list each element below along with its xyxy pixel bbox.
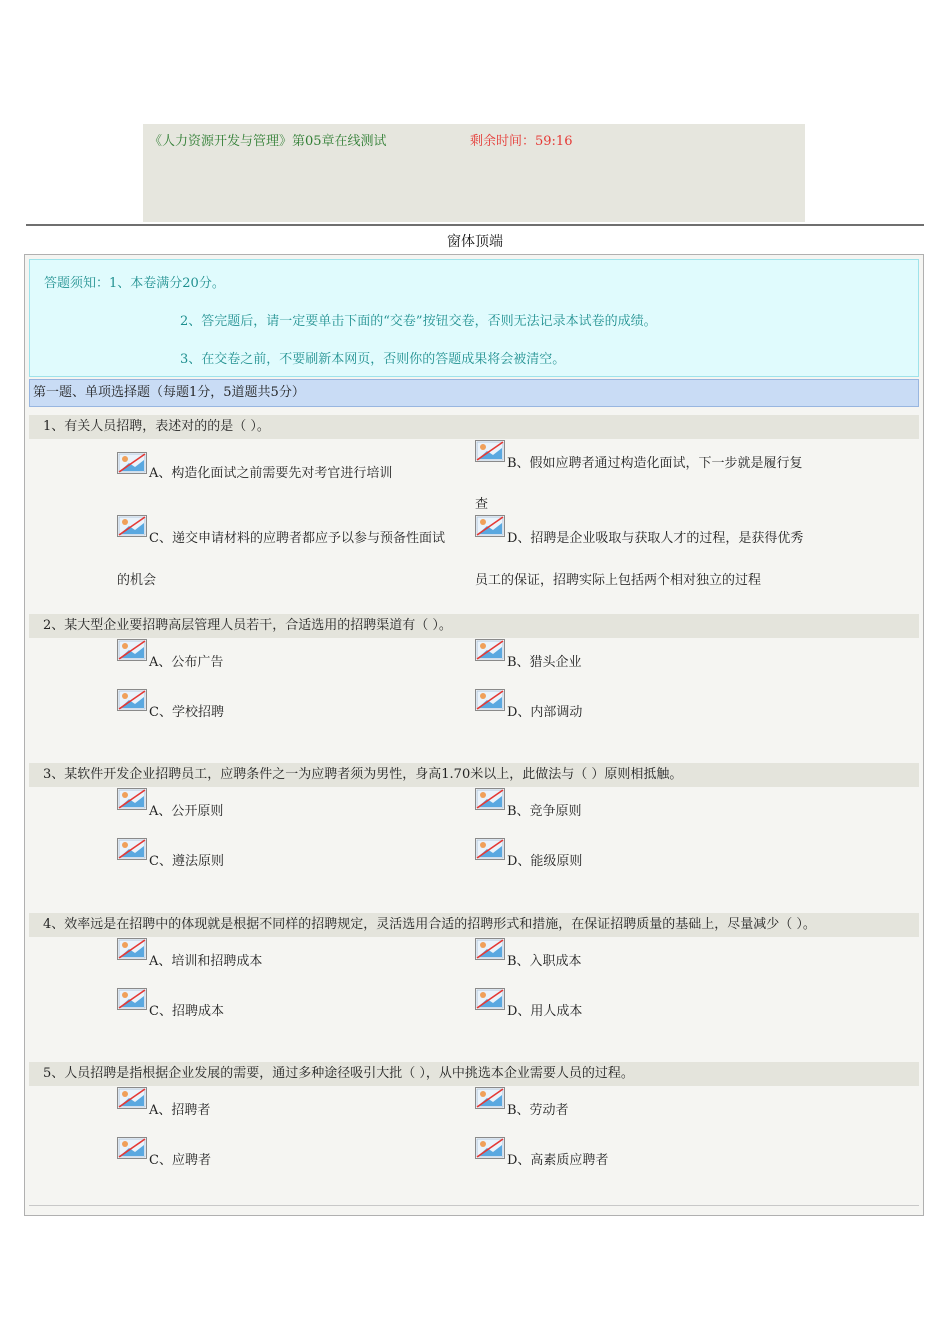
option-label: A、构造化面试之前需要先对考官进行培训 — [149, 466, 393, 481]
option-label-continued: 查 — [475, 497, 489, 512]
question-1-stem: 1、有关人员招聘，表述对的的是（ ）。 — [29, 415, 919, 439]
broken-image-icon[interactable] — [117, 1137, 147, 1159]
option-label-continued: 的机会 — [117, 573, 157, 588]
option-label: B、劳动者 — [507, 1103, 569, 1118]
broken-image-icon[interactable] — [117, 788, 147, 810]
test-title: 《人力资源开发与管理》第05章在线测试 — [149, 134, 387, 149]
instruction-line-3: 3、在交卷之前，不要刷新本网页，否则你的答题成果将会被清空。 — [180, 352, 566, 367]
broken-image-icon[interactable] — [475, 938, 505, 960]
instructions-panel — [29, 259, 919, 377]
option-label: A、招聘者 — [149, 1103, 211, 1118]
question-1-option-d[interactable] — [475, 515, 875, 595]
option-label: D、内部调动 — [507, 705, 583, 720]
question-3-option-d[interactable] — [475, 838, 825, 878]
instruction-line-2: 2、答完题后，请一定要单击下面的“交卷”按钮交卷，否则无法记录本试卷的成绩。 — [180, 314, 657, 329]
broken-image-icon[interactable] — [117, 515, 147, 537]
broken-image-icon[interactable] — [475, 838, 505, 860]
question-2-stem: 2、某大型企业要招聘高层管理人员若干，合适选用的招聘渠道有（ ）。 — [29, 614, 919, 638]
question-3-option-b[interactable] — [475, 788, 825, 828]
broken-image-icon[interactable] — [475, 988, 505, 1010]
option-label: C、学校招聘 — [149, 705, 224, 720]
option-label: D、高素质应聘者 — [507, 1153, 609, 1168]
broken-image-icon[interactable] — [117, 689, 147, 711]
broken-image-icon[interactable] — [475, 515, 505, 537]
question-4-stem: 4、效率远是在招聘中的体现就是根据不同样的招聘规定，灵活选用合适的招聘形式和措施，在保证招聘质量的基础上，尽量减少（ ）。 — [29, 913, 919, 937]
section-title: 第一题、单项选择题（每题1分，5道题共5分） — [29, 379, 919, 407]
broken-image-icon[interactable] — [475, 788, 505, 810]
option-label: C、应聘者 — [149, 1153, 211, 1168]
question-1-option-a[interactable] — [117, 452, 467, 492]
question-5-option-b[interactable] — [475, 1087, 825, 1127]
option-label: B、入职成本 — [507, 954, 582, 969]
question-4-option-d[interactable] — [475, 988, 825, 1028]
test-header — [143, 124, 805, 222]
broken-image-icon[interactable] — [117, 938, 147, 960]
question-4-option-c[interactable] — [117, 988, 467, 1028]
form-bottom-divider — [29, 1205, 919, 1206]
question-5-option-d[interactable] — [475, 1137, 825, 1177]
question-1-option-b[interactable] — [475, 440, 865, 520]
broken-image-icon[interactable] — [117, 639, 147, 661]
option-label: D、招聘是企业吸取与获取人才的过程，是获得优秀 — [507, 531, 804, 546]
option-label: A、培训和招聘成本 — [149, 954, 263, 969]
broken-image-icon[interactable] — [475, 1137, 505, 1159]
question-2-option-b[interactable] — [475, 639, 825, 679]
question-3-stem: 3、某软件开发企业招聘员工，应聘条件之一为应聘者须为男性，身高1.70米以上，此做法与（ ）原则相抵触。 — [29, 763, 919, 787]
option-label: A、公布广告 — [149, 655, 224, 670]
option-label: B、猎头企业 — [507, 655, 582, 670]
option-label: C、递交申请材料的应聘者都应予以参与预备性面试 — [149, 531, 445, 546]
question-5-option-a[interactable] — [117, 1087, 467, 1127]
option-label: B、竞争原则 — [507, 804, 582, 819]
broken-image-icon[interactable] — [475, 1087, 505, 1109]
question-1-option-c[interactable] — [117, 515, 477, 595]
option-label: C、招聘成本 — [149, 1004, 224, 1019]
option-label-continued: 员工的保证，招聘实际上包括两个相对独立的过程 — [475, 573, 762, 588]
question-4-option-a[interactable] — [117, 938, 467, 978]
broken-image-icon[interactable] — [117, 452, 147, 474]
quiz-form — [24, 254, 924, 1216]
option-label: C、遵法原则 — [149, 854, 224, 869]
question-5-stem: 5、人员招聘是指根据企业发展的需要，通过多种途径吸引大批（ ），从中挑选本企业需要人员的过程。 — [29, 1062, 919, 1086]
option-label: D、能级原则 — [507, 854, 583, 869]
option-label: B、假如应聘者通过构造化面试，下一步就是履行复 — [507, 456, 803, 471]
question-5-option-c[interactable] — [117, 1137, 467, 1177]
instruction-line-1: 答题须知：1、本卷满分20分。 — [44, 276, 225, 291]
broken-image-icon[interactable] — [117, 1087, 147, 1109]
broken-image-icon[interactable] — [475, 639, 505, 661]
broken-image-icon[interactable] — [117, 988, 147, 1010]
remaining-time: 剩余时间：59:16 — [470, 134, 573, 149]
question-3-option-a[interactable] — [117, 788, 467, 828]
question-3-option-c[interactable] — [117, 838, 467, 878]
broken-image-icon[interactable] — [117, 838, 147, 860]
question-2-option-c[interactable] — [117, 689, 467, 729]
question-4-option-b[interactable] — [475, 938, 825, 978]
question-2-option-a[interactable] — [117, 639, 467, 679]
option-label: D、用人成本 — [507, 1004, 583, 1019]
divider — [26, 224, 924, 226]
broken-image-icon[interactable] — [475, 689, 505, 711]
question-2-option-d[interactable] — [475, 689, 825, 729]
option-label: A、公开原则 — [149, 804, 224, 819]
broken-image-icon[interactable] — [475, 440, 505, 462]
form-top-label: 窗体顶端 — [447, 234, 503, 250]
